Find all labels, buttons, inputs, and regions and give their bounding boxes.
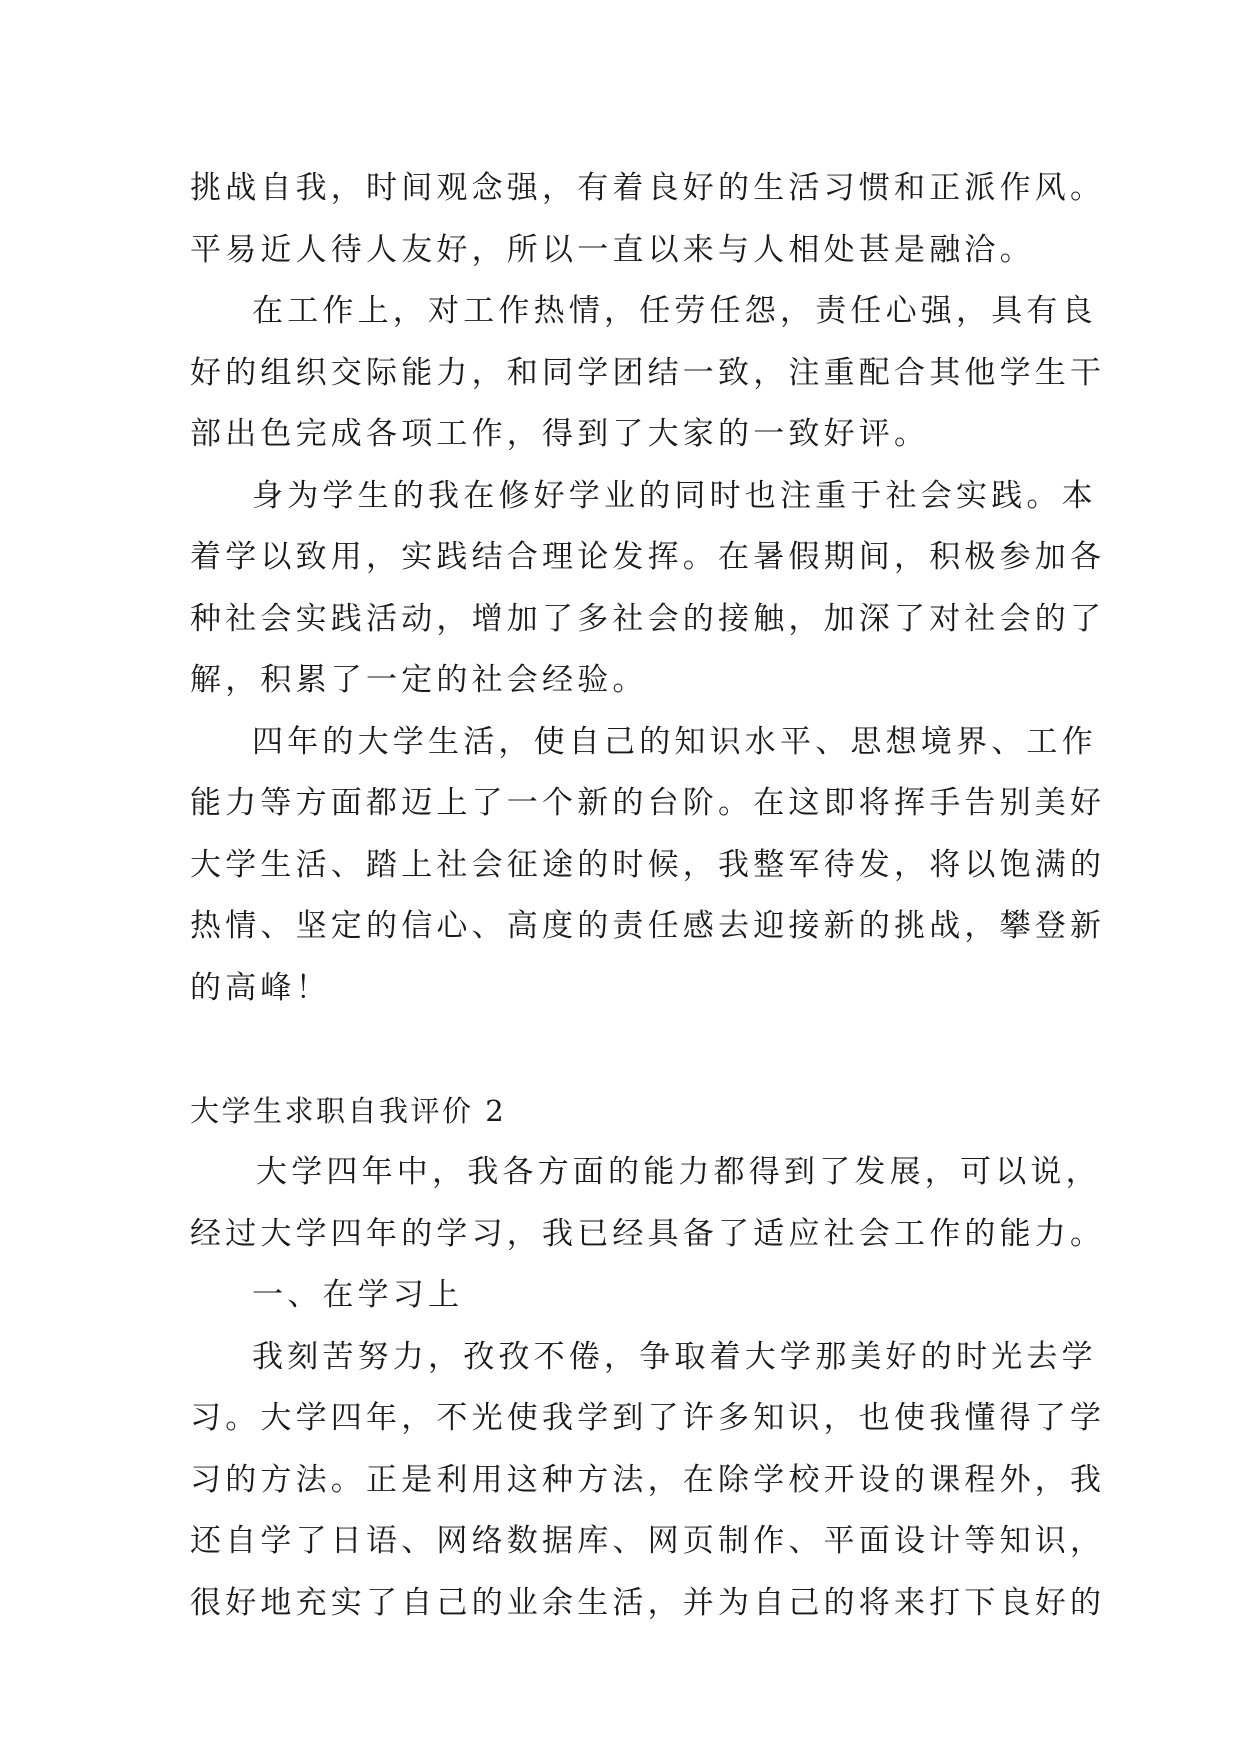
paragraph-line: 种社会实践活动，增加了多社会的接触，加深了对社会的了 <box>190 600 1106 637</box>
paragraph-line: 还自学了日语、网络数据库、网页制作、平面设计等知识， <box>190 1523 1106 1559</box>
subheading: 一、在学习上 <box>252 1277 464 1313</box>
paragraph-line: 在工作上，对工作热情，任劳任怨，责任心强，具有良 <box>252 293 1097 329</box>
paragraph-line: 解，积累了一定的社会经验。 <box>190 662 648 698</box>
paragraph-line: 习。大学四年，不光使我学到了许多知识，也使我懂得了学 <box>190 1400 1106 1436</box>
paragraph-line: 挑战自我，时间观念强，有着良好的生活习惯和正派作风。 <box>190 170 1106 206</box>
paragraph-line: 习的方法。正是利用这种方法，在除学校开设的课程外，我 <box>190 1461 1106 1498</box>
paragraph-line: 的高峰！ <box>190 969 331 1006</box>
document-body <box>190 158 1106 1634</box>
paragraph-line: 热情、坚定的信心、高度的责任感去迎接新的挑战，攀登新 <box>190 908 1106 944</box>
paragraph-line: 部出色完成各项工作，得到了大家的一致好评。 <box>190 416 930 452</box>
paragraph-line: 我刻苦努力，孜孜不倦，争取着大学那美好的时光去学 <box>252 1338 1097 1375</box>
section-title: 大学生求职自我评价 2 <box>190 1093 507 1128</box>
paragraph-line: 大学生活、踏上社会征途的时候，我整军待发，将以饱满的 <box>190 846 1106 883</box>
paragraph-line: 平易近人待人友好，所以一直以来与人相处甚是融洽。 <box>190 231 1035 268</box>
paragraph-line: 四年的大学生活，使自己的知识水平、思想境界、工作 <box>252 723 1097 760</box>
paragraph-line: 大学四年中，我各方面的能力都得到了发展，可以说， <box>256 1154 1101 1190</box>
paragraph-line: 能力等方面都迈上了一个新的台阶。在这即将挥手告别美好 <box>190 785 1106 821</box>
paragraph-line: 经过大学四年的学习，我已经具备了适应社会工作的能力。 <box>190 1215 1106 1252</box>
section-spacer <box>190 1019 1070 1081</box>
paragraph-line: 好的组织交际能力，和同学团结一致，注重配合其他学生干 <box>190 354 1106 391</box>
paragraph-line: 很好地充实了自己的业余生活，并为自己的将来打下良好的 <box>190 1584 1106 1621</box>
paragraph-line: 着学以致用，实践结合理论发挥。在暑假期间，积极参加各 <box>190 539 1106 575</box>
paragraph-line: 身为学生的我在修好学业的同时也注重于社会实践。本 <box>252 477 1097 514</box>
